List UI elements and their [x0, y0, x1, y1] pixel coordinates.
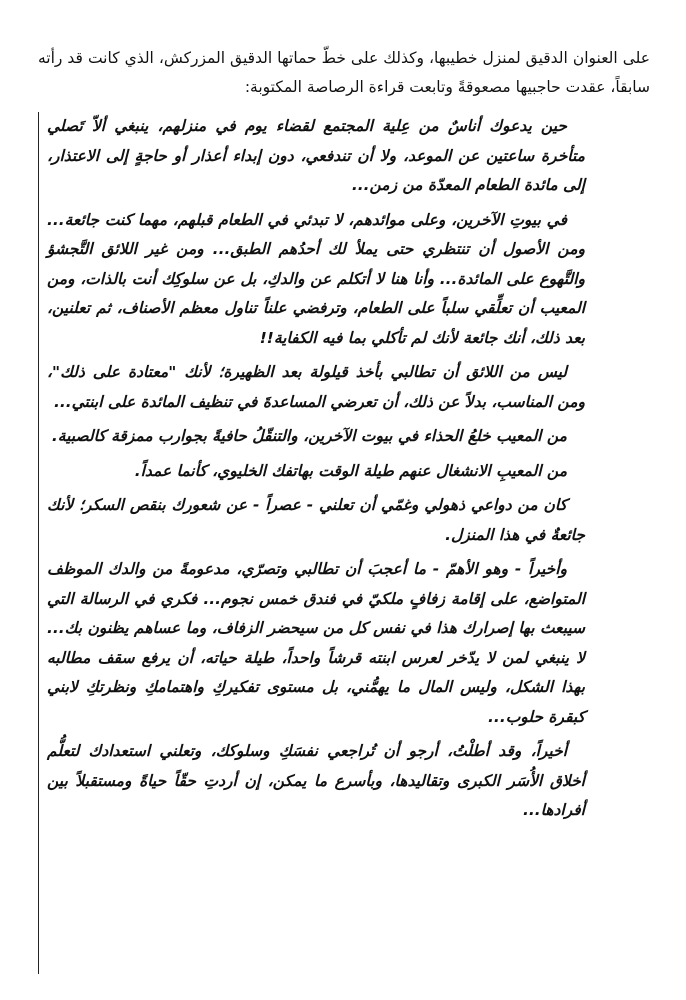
letter-paragraph: من المعيبِ الانشغال عنهم طيلة الوقت بهاتفك الخليوي، كأنما عمداً.: [134, 461, 567, 480]
letter-paragraph: في بيوتِ الآخرين، وعلى موائدهم، لا تبدئي في الطعام قبلهم، مهما كنت جائعة... ومن الأصول أن تنتظري حتى يملأ لك أحدُهم الطبق... ومن غير اللائق التَّجشؤ والتَّهوع على المائدة... وأنا هنا لا أتكلم عن والدكِ، بل عن سلوكِك أنت بالذات، ومن المعيب أن تعلِّقي سلباً على الطعام، وترفضي علناً تناول معظم الأصناف، ثم تعلنين، بعد ذلك، أنك جائعة لأنك لم تأكلي بما فيه الكفاية!!: [47, 210, 585, 347]
letter-paragraph: من المعيب خلعُ الحذاء في بيوت الآخرين، والتنقّلُ حافيةً بجوارب ممزقة كالصبية.: [51, 427, 567, 445]
letter-paragraph: كان من دواعي ذهولي وغمّي أن تعلني - عصراً - عن شعورك بنقص السكر؛ لأنك جائعةٌ في هذا المنزل.: [47, 496, 585, 544]
letter-paragraph: حين يدعوك أناسٌ من عِلية المجتمع لقضاء يوم في منزلهم، ينبغي ألاّ تَصلي متأخرة ساعتين عن الموعد، ولا أن تندفعي، دون إبداء أعذار أو حاجةٍ إلى الاعتذار، إلى مائدة الطعام المعدّة من زمن...: [47, 117, 585, 194]
letter-paragraph: أخيراً، وقد أطلْتُ، أرجو أن تُراجعي نفسَكِ وسلوكك، وتعلني استعدادك لتعلُّم أخلاق الأُسَر الكبرى وتقاليدها، وبأسرع ما يمكن، إن أردتِ حقّاً حياةً ومستقبلاً بين أفرادها...: [47, 742, 585, 819]
letter-paragraph: ليس من اللائق أن تطالبي بأخذ قيلولة بعد الظهيرة؛ لأنك "معتادة على ذلك"، ومن المناسب، بدلاً عن ذلك، أن تعرضي المساعدةَ في تنظيف المائدة على ابنتي...: [47, 363, 585, 411]
intro-paragraph: على العنوان الدقيق لمنزل خطيبها، وكذلك على خطّ حماتها الدقيق المزركش، الذي كانت قد رأته سابقاً، عقدت حاجبيها مصعوقةً وتابعت قراءة الرصاصة المكتوبة:: [38, 49, 650, 96]
letter-paragraph: وأخيراً - وهو الأهمّ - ما أعجبَ أن تطالبي وتصرّي، مدعومةً من والدك الموظف المتواضع، على إقامة زفافٍ ملكيّ في فندق خمس نجوم... فكري في الرسالة التي سيبعث بها إصرارك هذا في نفس كل من سيحضر الزفاف، وما عساهم يظنون بك... لا ينبغي لمن لا يدّخر لعرس ابنته قرشاً واحداً، طيلة حياته، أن يرفع سقف مطالبه بهذا الشكل، وليس المال ما يهمُّني، بل مستوى تفكيركِ واهتمامكِ ونظرتكِ لابني كبقرة حلوب...: [47, 560, 585, 726]
letter-block: [38, 112, 585, 974]
